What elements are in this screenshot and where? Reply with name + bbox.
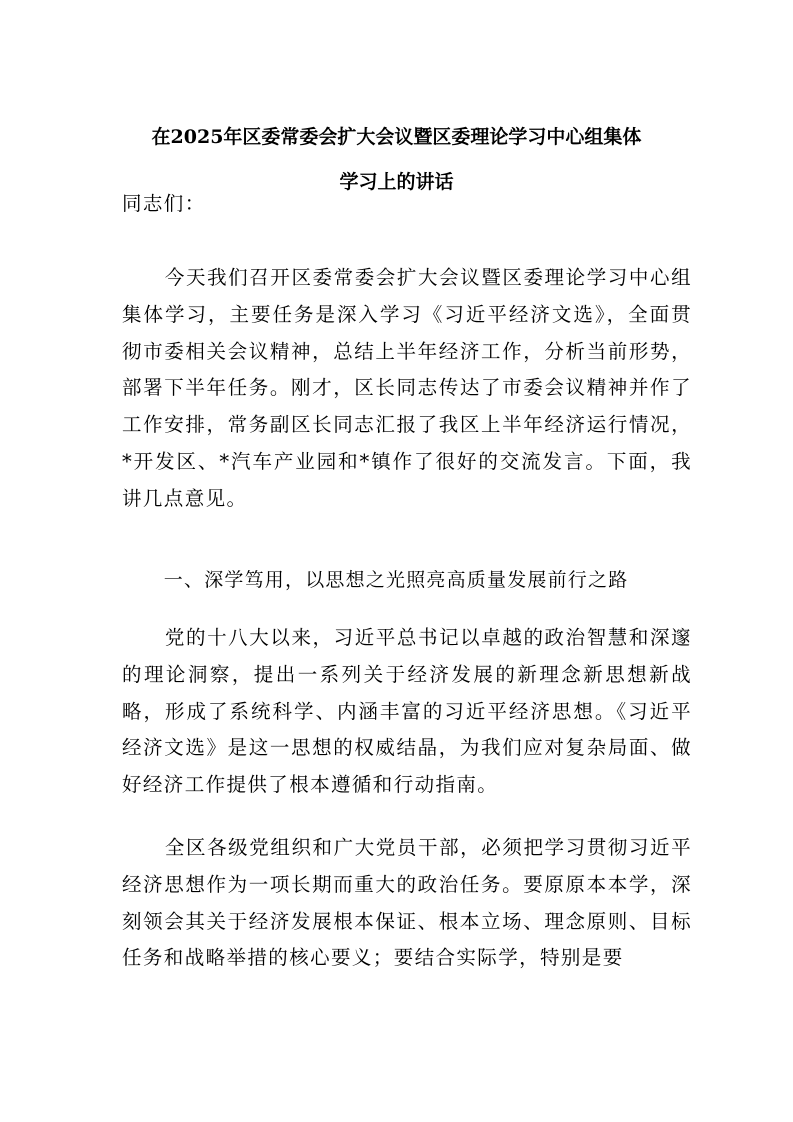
section-heading-1: 一、深学笃用，以思想之光照亮高质量发展前行之路 (163, 569, 629, 591)
paragraph-section1-b: 全区各级党组织和广大党员干部，必须把学习贯彻习近平经济思想作为一项长期而重大的政治任务。要原原本本学，深刻领会其关于经济发展根本保证、根本立场、理念原则、目标任务和战略举措的核心要义；要结合实际学，特别是要 (122, 836, 692, 970)
document-title-line-1: 在2025年区委常委会扩大会议暨区委理论学习中心组集体 (151, 126, 642, 148)
paragraph-section1-a: 党的十八大以来，习近平总书记以卓越的政治智慧和深邃的理论洞察，提出一系列关于经济发展的新理念新思想新战略，形成了系统科学、内涵丰富的习近平经济思想。《习近平经济文选》是这一思想的权威结晶，为我们应对复杂局面、做好经济工作提供了根本遵循和行动指南。 (122, 626, 692, 797)
document-title-line-2: 学习上的讲话 (339, 171, 454, 193)
salutation: 同志们： (122, 192, 206, 215)
paragraph-opening: 今天我们召开区委常委会扩大会议暨区委理论学习中心组集体学习，主要任务是深入学习《习近平经济文选》，全面贯彻市委相关会议精神，总结上半年经济工作，分析当前形势，部署下半年任务。刚才，区长同志传达了市委会议精神并作了工作安排，常务副区长同志汇报了我区上半年经济运行情况，*开发区、*汽车产业园和*镇作了很好的交流发言。下面，我讲几点意见。 (122, 266, 692, 510)
